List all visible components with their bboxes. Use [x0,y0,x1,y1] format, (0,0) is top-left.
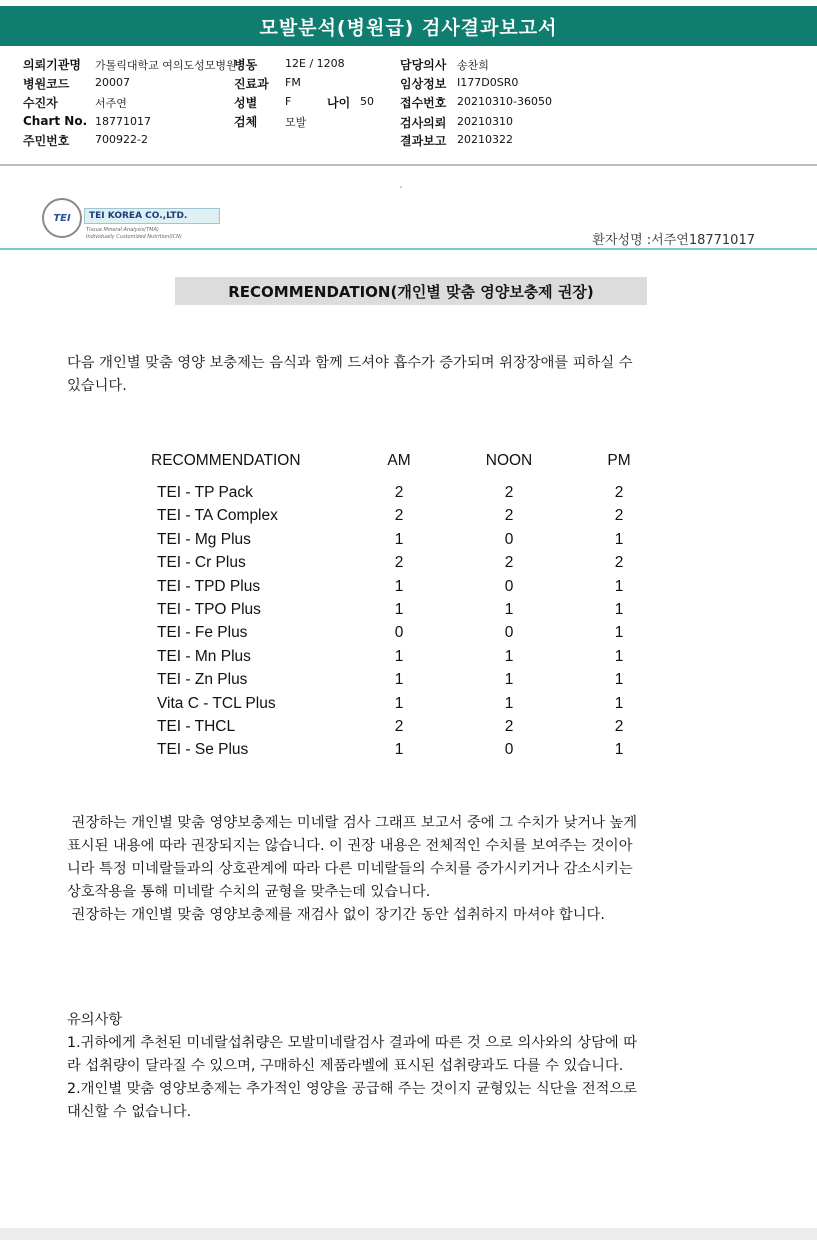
caution-line: 대신할 수 없습니다. [67,1104,192,1120]
am-dose: 2 [394,507,404,525]
divider-dot [400,186,402,188]
supplement-name: TEI - TPO Plus [157,601,261,618]
notes-line: 상호작용을 통해 미네랄 수치의 균형을 맞추는데 있습니다. [67,884,431,900]
clinical-label: 임상정보 [400,77,447,91]
table-header-row [0,452,817,475]
request-label: 검사의뢰 [400,116,447,130]
table-row [0,671,817,694]
caution-line: 1.귀하에게 추천된 미네랄섭취량은 모발미네랄검사 결과에 따른 것 으로 의사와의 상담에 따 [67,1035,638,1051]
am-dose: 2 [394,718,404,735]
chart-no-value: 18771017 [95,115,151,128]
sex-value: F [285,95,292,108]
ssn-label: 주민번호 [23,134,70,148]
noon-dose: 0 [504,741,514,759]
hospital-code-value: 20007 [95,76,130,89]
pm-dose: 1 [614,741,624,759]
specimen-label: 검체 [234,115,258,129]
header-am: AM [387,452,411,469]
recommendation-title: RECOMMENDATION(개인별 맞춤 영양보충제 권장) [175,277,647,305]
am-dose: 2 [394,554,404,572]
supplement-name: TEI - TP Pack [157,484,253,501]
doctor-label: 담당의사 [400,58,447,72]
age-value: 50 [360,95,374,108]
report-date-value: 20210322 [457,133,513,146]
table-row [0,695,817,718]
notes-paragraph [67,812,757,927]
pm-dose: 1 [614,577,624,595]
am-dose: 0 [394,624,404,642]
am-dose: 1 [394,577,404,595]
receipt-value: 20210310-36050 [457,95,552,108]
am-dose: 1 [394,671,404,689]
receipt-label: 접수번호 [400,96,447,110]
intro-line: 다음 개인별 맞춤 영양 보충제는 음식과 함께 드셔야 흡수가 증가되며 위장장애를 피하실 수 [67,355,633,371]
logo-emblem-icon: TEI [42,198,82,238]
am-dose: 2 [394,484,404,501]
institution-value: 가톨릭대학교 여의도성모병원 [95,59,237,72]
hospital-code-label: 병원코드 [23,77,70,91]
company-logo [42,198,188,244]
pm-dose: 2 [614,554,624,572]
noon-dose: 2 [504,484,514,501]
am-dose: 1 [394,647,404,665]
specimen-value: 모발 [285,116,307,129]
report-date-label: 결과보고 [400,134,447,148]
pm-dose: 1 [614,671,624,689]
am-dose: 1 [394,601,404,618]
supplement-name: TEI - TPD Plus [157,577,261,595]
pm-dose: 2 [614,507,624,525]
am-dose: 1 [394,741,404,759]
patient-name: 환자성명 :서주연18771017 [592,233,755,248]
table-row [0,624,817,647]
pm-dose: 1 [614,601,624,618]
ward-value: 12E / 1208 [285,57,345,70]
supplement-name: TEI - THCL [157,718,236,735]
ssn-value: 700922-2 [95,133,148,146]
table-row [0,578,817,601]
caution-line: 라 섭취량이 달라질 수 있으며, 구매하신 제품라벨에 표시된 섭취량과도 다를 수 있습니다. [67,1058,624,1074]
noon-dose: 1 [504,694,514,712]
noon-dose: 1 [504,671,514,689]
header-recommendation: RECOMMENDATION [151,452,301,469]
pm-dose: 2 [614,484,624,501]
notes-line: 권장하는 개인별 맞춤 영양보충제는 미네랄 검사 그래프 보고서 중에 그 수치가 낮거나 높게 [67,815,638,831]
caution-line: 2.개인별 맞춤 영양보충제는 추가적인 영양을 공급해 주는 것이지 균형있는 식단을 전적으로 [67,1081,638,1097]
noon-dose: 0 [504,577,514,595]
supplement-name: TEI - Zn Plus [157,671,248,689]
pm-dose: 1 [614,647,624,665]
pm-dose: 1 [614,530,624,548]
age-label: 나이 [327,96,351,110]
header-noon: NOON [485,452,533,469]
table-row [0,741,817,764]
page-bottom-strip [0,1228,817,1240]
supplement-name: Vita C - TCL Plus [157,694,276,712]
dept-label: 진료과 [234,77,269,91]
notes-line: 니라 특정 미네랄들과의 상호관계에 따라 다른 미네랄들의 수치를 증가시키거나 감소시키는 [67,861,633,877]
am-dose: 1 [394,694,404,712]
table-row [0,554,817,577]
intro-paragraph [67,352,757,398]
supplement-name: TEI - Se Plus [157,741,249,759]
request-value: 20210310 [457,115,513,128]
pm-dose: 1 [614,694,624,712]
sex-label: 성별 [234,96,258,110]
notes-line: 표시된 내용에 따라 권장되지는 않습니다. 이 권장 내용은 전체적인 수치를 보여주는 것이아 [67,838,633,854]
logo-subtitle-2: Individually Customized Nutrition(ICN) [86,234,182,240]
institution-label: 의뢰기관명 [23,58,81,72]
ward-label: 병동 [234,58,258,72]
table-row [0,507,817,530]
supplement-name: TEI - Mg Plus [157,530,251,548]
noon-dose: 0 [504,530,514,548]
pm-dose: 2 [614,718,624,735]
noon-dose: 2 [504,554,514,572]
notes-line: 권장하는 개인별 맞춤 영양보충제를 재검사 없이 장기간 동안 섭취하지 마셔야 합니다. [67,907,605,923]
examinee-label: 수진자 [23,96,58,110]
caution-paragraph [67,1009,757,1124]
supplement-name: TEI - Mn Plus [157,647,251,665]
noon-dose: 1 [504,601,514,618]
report-title: 모발분석(병원급) 검사결과보고서 [0,6,817,46]
caution-heading: 유의사항 [67,1012,123,1028]
am-dose: 1 [394,530,404,548]
table-row [0,484,817,507]
patient-info-panel [0,50,817,150]
intro-line: 있습니다. [67,378,127,394]
supplement-name: TEI - TA Complex [157,507,278,525]
header-divider [0,248,817,250]
table-row [0,718,817,741]
noon-dose: 2 [504,507,514,525]
table-row [0,531,817,554]
clinical-value: I177D0SR0 [457,76,519,89]
logo-company-name: TEI KOREA CO.,LTD. [84,208,220,224]
table-row [0,601,817,624]
dept-value: FM [285,76,301,89]
noon-dose: 1 [504,647,514,665]
noon-dose: 2 [504,718,514,735]
noon-dose: 0 [504,624,514,642]
examinee-value: 서주연 [95,97,127,110]
table-row [0,648,817,671]
logo-subtitle-1: Tissue Mineral Analysis(TMA) [86,227,159,233]
supplement-name: TEI - Cr Plus [157,554,246,572]
header-pm: PM [607,452,631,469]
pm-dose: 1 [614,624,624,642]
doctor-value: 송찬희 [457,59,489,72]
section-divider [0,164,817,166]
chart-no-label: Chart No. [23,114,88,128]
supplement-name: TEI - Fe Plus [157,624,248,642]
